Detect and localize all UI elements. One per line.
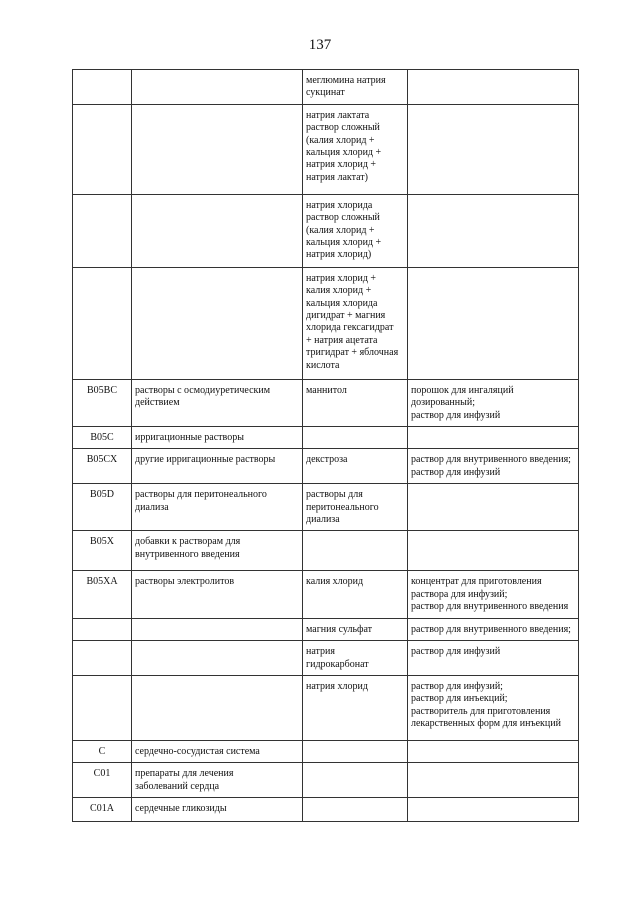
table-row [73, 427, 579, 449]
cell-text-line: раствор для внутривенного введения [411, 601, 569, 613]
group-name-cell [132, 267, 303, 379]
dosage-forms-cell [408, 484, 579, 531]
cell-text-line: перитонеального [306, 501, 379, 513]
group-name-cell [132, 740, 303, 762]
group-name-cell [132, 675, 303, 740]
cell-text-line: порошок для ингаляций [411, 384, 514, 396]
cell-text-line: другие ирригационные растворы [135, 454, 276, 466]
cell-text-line: раствор для внутривенного введения; [411, 623, 571, 635]
drug-name-cell [303, 531, 408, 571]
dosage-forms-cell [408, 675, 579, 740]
drug-name-cell [303, 194, 408, 267]
table-row [73, 740, 579, 762]
dosage-forms-cell [408, 571, 579, 618]
cell-text-line: дигидрат + магния [306, 310, 386, 322]
cell-text-line: натрия лактата [306, 109, 370, 121]
cell-text-line: кальция хлорид + [306, 237, 382, 249]
cell-text-line: раствор сложный [306, 122, 380, 134]
drug-name-cell [303, 740, 408, 762]
group-name-cell [132, 379, 303, 426]
cell-text-line: действием [135, 397, 180, 409]
table-row [73, 763, 579, 798]
table-row [73, 484, 579, 531]
dosage-forms-cell [408, 104, 579, 194]
cell-text-line: растворы электролитов [135, 576, 235, 588]
cell-text-line: натрия хлорида [306, 199, 373, 211]
code-cell: B05BC [73, 379, 132, 426]
cell-text-line: (калия хлорид + [306, 134, 375, 146]
cell-text-line: натрия хлорид + [306, 159, 377, 171]
cell-text-line: раствор для инфузий; [411, 680, 503, 692]
cell-text-line: хлорида гексагидрат [306, 322, 394, 334]
code-cell: C [73, 740, 132, 762]
table-row [73, 379, 579, 426]
cell-text-line: сердечные гликозиды [135, 803, 227, 815]
table-row [73, 70, 579, 105]
drug-name-cell [303, 379, 408, 426]
cell-text-line: натрия лактат) [306, 171, 369, 183]
table-row [73, 571, 579, 618]
table-row [73, 618, 579, 640]
cell-text-line: кальция хлорида [306, 297, 378, 309]
cell-text-line: раствор сложный [306, 212, 380, 224]
group-name-cell [132, 194, 303, 267]
code-cell: C01 [73, 763, 132, 798]
code-cell: B05CX [73, 449, 132, 484]
table-row [73, 194, 579, 267]
code-cell [73, 618, 132, 640]
dosage-forms-cell [408, 641, 579, 676]
drug-name-cell [303, 70, 408, 105]
drug-name-cell [303, 104, 408, 194]
group-name-cell [132, 484, 303, 531]
group-name-cell [132, 70, 303, 105]
cell-text-line: растворы для перитонеального [135, 489, 267, 501]
cell-text-line: диализа [135, 501, 169, 513]
cell-text-line: калия хлорид [306, 576, 364, 588]
cell-text-line: растворы с осмодиуретическим [135, 384, 271, 396]
drug-name-cell [303, 427, 408, 449]
group-name-cell [132, 531, 303, 571]
dosage-forms-cell [408, 798, 579, 822]
cell-text-line: заболеваний сердца [135, 780, 220, 792]
drug-name-cell [303, 798, 408, 822]
cell-text-line: добавки к растворам для [135, 536, 241, 548]
code-cell [73, 104, 132, 194]
table-row [73, 641, 579, 676]
code-cell [73, 70, 132, 105]
cell-text-line: диализа [306, 514, 340, 526]
drug-name-cell [303, 571, 408, 618]
cell-text-line: кислота [306, 359, 340, 371]
page-number: 137 [308, 37, 332, 53]
group-name-cell [132, 798, 303, 822]
cell-text-line: сукцинат [306, 87, 345, 99]
dosage-forms-cell [408, 194, 579, 267]
drug-name-cell [303, 763, 408, 798]
cell-text-line: растворитель для приготовления [411, 705, 551, 717]
group-name-cell [132, 427, 303, 449]
code-cell [73, 194, 132, 267]
dosage-forms-cell [408, 449, 579, 484]
dosage-forms-cell [408, 618, 579, 640]
cell-text-line: (калия хлорид + [306, 224, 375, 236]
table-row [73, 675, 579, 740]
code-cell: B05X [73, 531, 132, 571]
cell-text-line: раствор для инфузий [411, 466, 501, 478]
code-cell: C01A [73, 798, 132, 822]
cell-text-line: магния сульфат [306, 623, 373, 635]
cell-text-line: + натрия ацетата [306, 334, 378, 346]
cell-text-line: натрия хлорид [306, 680, 368, 692]
code-cell: B05D [73, 484, 132, 531]
table-body [73, 70, 579, 822]
group-name-cell [132, 104, 303, 194]
code-cell [73, 675, 132, 740]
group-name-cell [132, 449, 303, 484]
cell-text-line: раствора для инфузий; [411, 588, 508, 600]
drug-name-cell [303, 449, 408, 484]
group-name-cell [132, 618, 303, 640]
cell-text-line: тригидрат + яблочная [306, 347, 399, 359]
cell-text-line: раствор для инфузий [411, 409, 501, 421]
dosage-forms-cell [408, 531, 579, 571]
cell-text-line: раствор для инфузий [411, 646, 501, 658]
cell-text-line: маннитол [306, 384, 347, 396]
cell-text-line: дозированный; [411, 397, 475, 409]
dosage-forms-cell [408, 70, 579, 105]
table-row [73, 531, 579, 571]
table-row [73, 798, 579, 822]
group-name-cell [132, 763, 303, 798]
cell-text-line: раствор для внутривенного введения; [411, 454, 571, 466]
cell-text-line: натрия хлорид) [306, 249, 372, 261]
dosage-forms-cell [408, 740, 579, 762]
table-row [73, 104, 579, 194]
drug-name-cell [303, 267, 408, 379]
table-row [73, 449, 579, 484]
code-cell: B05C [73, 427, 132, 449]
cell-text-line: гидрокарбонат [306, 658, 369, 670]
cell-text-line: натрия хлорид + [306, 272, 377, 284]
drug-classification-table [72, 69, 579, 822]
drug-name-cell [303, 618, 408, 640]
cell-text-line: калия хлорид + [306, 285, 372, 297]
dosage-forms-cell [408, 427, 579, 449]
code-cell: B05XA [73, 571, 132, 618]
cell-text-line: натрия [306, 646, 335, 658]
cell-text-line: сердечно-сосудистая система [135, 745, 260, 757]
dosage-forms-cell [408, 267, 579, 379]
code-cell [73, 267, 132, 379]
cell-text-line: лекарственных форм для инъекций [411, 718, 561, 730]
code-cell [73, 641, 132, 676]
drug-name-cell [303, 484, 408, 531]
cell-text-line: меглюмина натрия [306, 75, 386, 86]
cell-text-line: внутривенного введения [135, 548, 240, 560]
cell-text-line: концентрат для приготовления [411, 576, 542, 588]
group-name-cell [132, 571, 303, 618]
cell-text-line: декстроза [306, 454, 348, 466]
group-name-cell [132, 641, 303, 676]
drug-name-cell [303, 641, 408, 676]
dosage-forms-cell [408, 763, 579, 798]
drug-name-cell [303, 675, 408, 740]
cell-text-line: раствор для инъекций; [411, 693, 508, 705]
cell-text-line: растворы для [306, 489, 363, 501]
cell-text-line: ирригационные растворы [135, 432, 244, 444]
cell-text-line: кальция хлорид + [306, 147, 382, 159]
table-row [73, 267, 579, 379]
dosage-forms-cell [408, 379, 579, 426]
cell-text-line: препараты для лечения [135, 768, 234, 780]
